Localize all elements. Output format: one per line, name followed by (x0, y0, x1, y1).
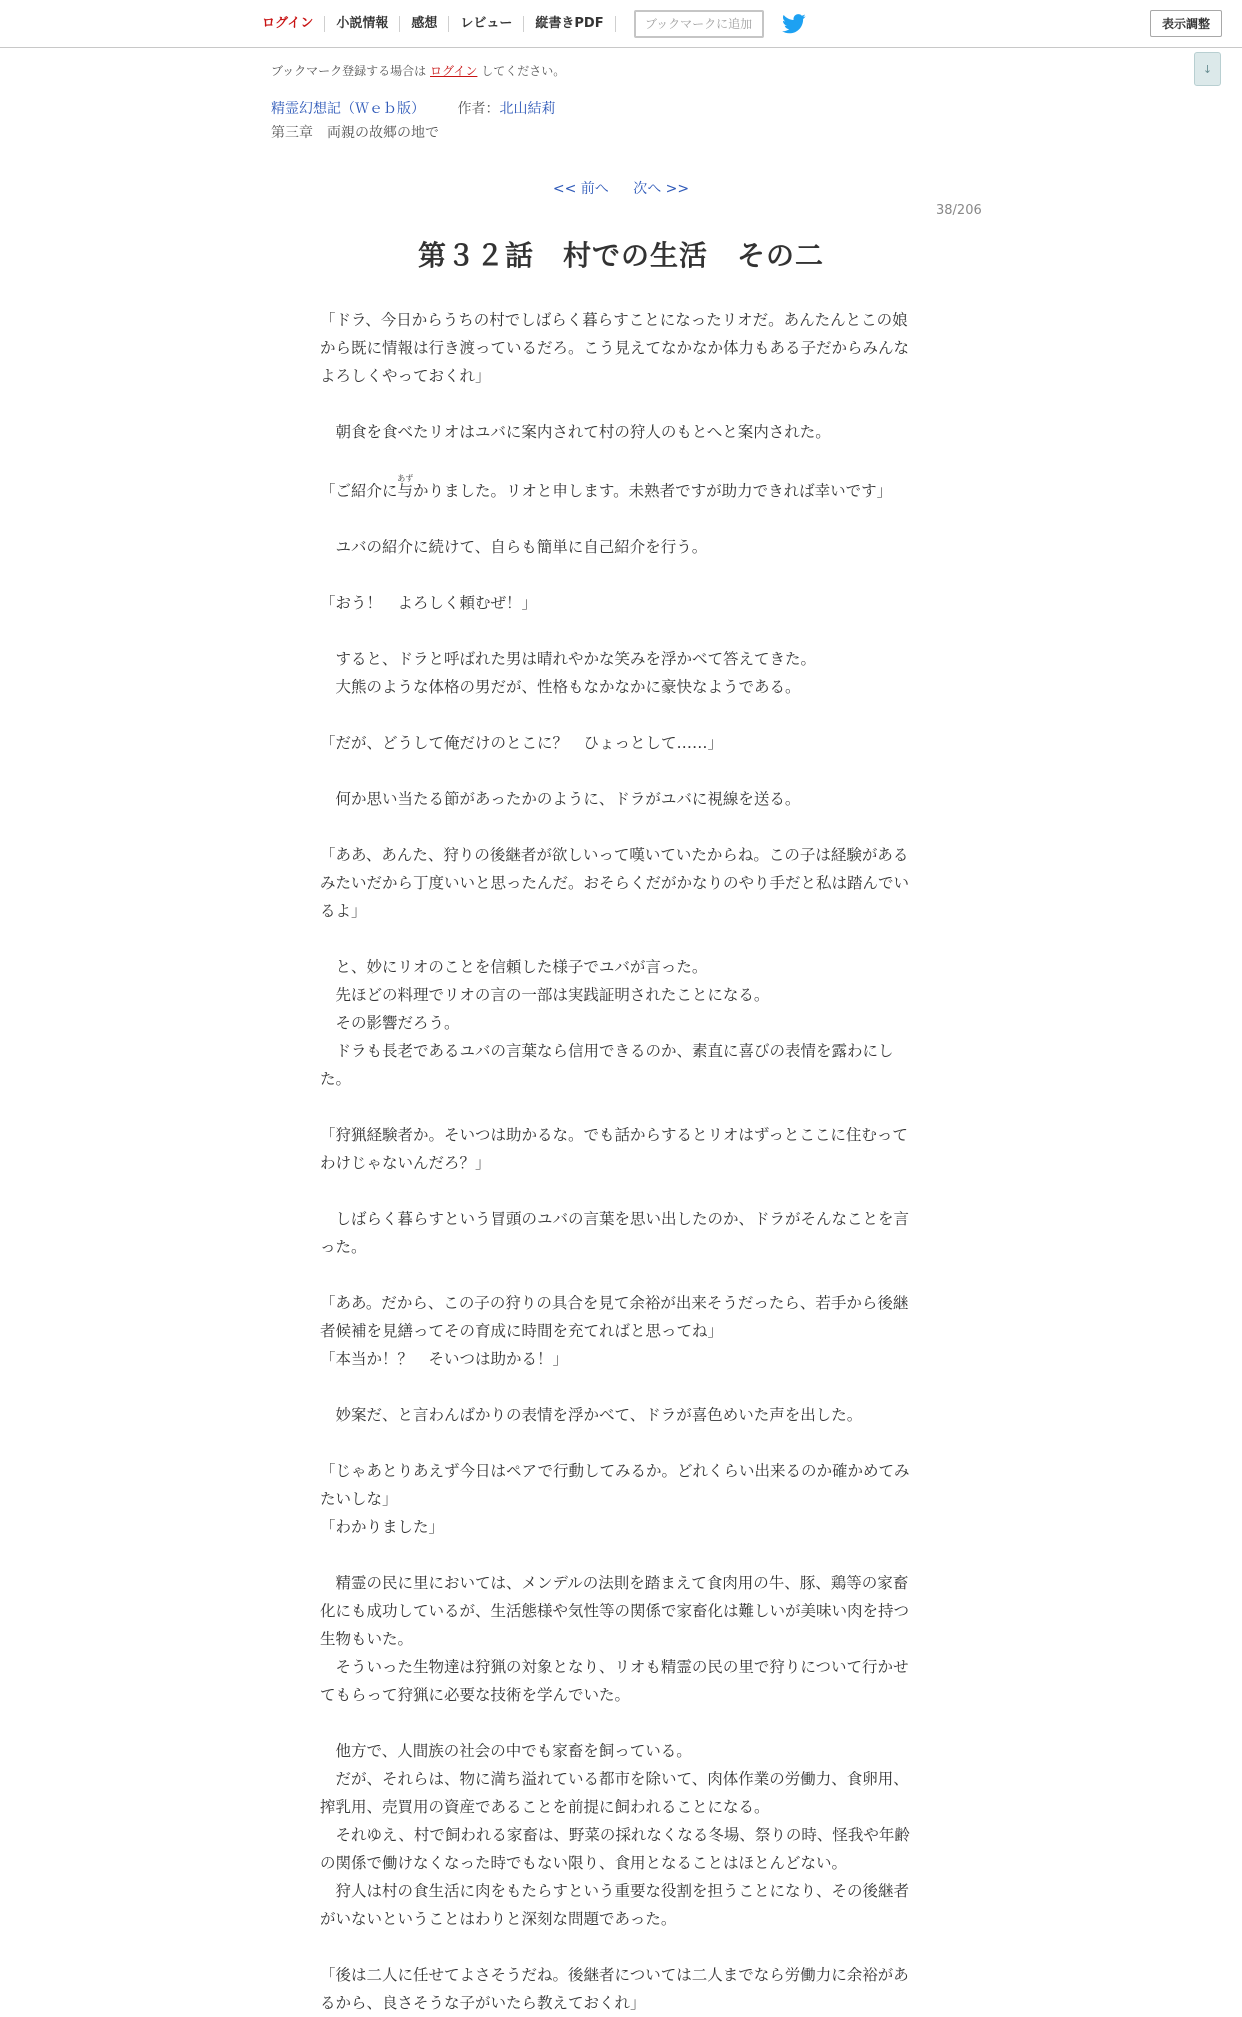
body-paragraph: 妙案だ、と言わんばかりの表情を浮かべて、ドラが喜色めいた声を出した。 (320, 1406, 863, 1424)
body-paragraph: 「じゃあとりあえず今日はペアで行動してみるか。どれくらい出来るのか確かめてみたいしな」 (320, 1462, 910, 1508)
twitter-icon[interactable] (782, 13, 808, 35)
blank-line (320, 617, 920, 645)
body-paragraph: 「本当か！？ そいつは助かる！」 (320, 1350, 569, 1368)
bookmark-note (271, 62, 565, 79)
scroll-down-button[interactable]: ↓ (1194, 52, 1221, 86)
series-info (271, 98, 555, 118)
body-paragraph: 「狩猟経験者か。そいつは助かるな。でも話からするとリオはずっとここに住むってわけじゃないんだろ？」 (320, 1126, 908, 1172)
blank-line (320, 1709, 920, 1737)
next-link[interactable]: 次へ >> (633, 181, 690, 197)
body-paragraph: 「だが、どうして俺だけのとこに？ ひょっとして……」 (320, 734, 724, 752)
body-paragraph: 先ほどの料理でリオの言の一部は実践証明されたことになる。 (320, 986, 770, 1004)
body-paragraph: 「後は二人に任せてよさそうだね。後継者については二人までなら労働力に余裕があるから、良さそうな子がいたら教えておくれ」 (320, 1966, 909, 2012)
chapter-title: 第三章 両親の故郷の地で (271, 125, 439, 141)
body-paragraph: 「ああ、あんた、狩りの後継者が欲しいって嘆いていたからね。この子は経験があるみたいだから丁度いいと思ったんだ。おそらくだがかなりのやり手だと私は踏んでいるよ」 (320, 846, 910, 920)
body-paragraph: 大熊のような体格の男だが、性格もなかなかに豪快なようである。 (320, 678, 801, 696)
blank-line (320, 925, 920, 953)
pager (0, 178, 1242, 198)
body-paragraph: 朝食を食べたリオはユバに案内されて村の狩人のもとへと案内された。 (320, 423, 831, 441)
blank-line (320, 561, 920, 589)
display-settings-button[interactable]: 表示調整 (1150, 10, 1222, 37)
blank-line (320, 446, 920, 474)
body-paragraph: 何か思い当たる節があったかのように、ドラがユバに視線を送る。 (320, 790, 801, 808)
vertical-pdf-link[interactable]: 縦書きPDF (524, 16, 615, 32)
body-paragraph: 精霊の民に里においては、メンデルの法則を踏まえて食肉用の牛、豚、鶏等の家畜化にも成功しているが、生活態様や気性等の関係で家畜化は難しいが美味い肉を持つ生物もいた。 (320, 1574, 910, 1648)
episode-title: 第３２話 村での生活 その二 (417, 239, 824, 272)
body-paragraph: ユバの紹介に続けて、自らも簡単に自己紹介を行う。 (320, 538, 708, 556)
body-paragraph: と、妙にリオのことを信頼した様子でユバが言った。 (320, 958, 708, 976)
ruby-annotation: 与あず (397, 474, 414, 500)
body-paragraph: 他方で、人間族の社会の中でも家畜を飼っている。 (320, 1742, 692, 1760)
body-paragraph: 狩人は村の食生活に肉をもたらすという重要な役割を担うことになり、その後継者がいないということはわりと深刻な問題であった。 (320, 1882, 910, 1928)
body-paragraph: だが、それらは、物に満ち溢れている都市を除いて、肉体作業の労働力、食卵用、搾乳用、売買用の資産であることを前提に飼われることになる。 (320, 1770, 909, 1816)
body-paragraph: そういった生物達は狩猟の対象となり、リオも精霊の民の里で狩りについて行かせてもらって狩猟に必要な技術を学んでいた。 (320, 1658, 909, 1704)
top-bar (0, 0, 1242, 48)
blank-line (320, 813, 920, 841)
bookmark-note-suffix: してください。 (481, 64, 566, 78)
episode-counter: 38/206 (936, 203, 982, 218)
blank-line (320, 1373, 920, 1401)
blank-line (320, 1177, 920, 1205)
body-paragraph: すると、ドラと呼ばれた男は晴れやかな笑みを浮かべて答えてきた。 (320, 650, 817, 668)
blank-line (320, 1429, 920, 1457)
body-paragraph: 「わかりました」 (320, 1518, 445, 1536)
bookmark-login-link[interactable]: ログイン (430, 64, 478, 78)
body-paragraph: 「おう！ よろしく頼むぜ！」 (320, 594, 538, 612)
blank-line (320, 390, 920, 418)
series-title-link[interactable]: 精霊幻想記（Ｗｅｂ版） (271, 101, 425, 117)
novel-info-link[interactable]: 小説情報 (325, 16, 400, 32)
body-paragraph: その影響だろう。 (320, 1014, 460, 1032)
body-paragraph: しばらく暮らすという冒頭のユバの言葉を思い出したのか、ドラがそんなことを言った。 (320, 1210, 910, 1256)
ruby-line-before: 「ご紹介に (320, 482, 398, 500)
author-label: 作者： (457, 101, 500, 117)
main-nav (252, 0, 808, 47)
blank-line (320, 1541, 920, 1569)
add-bookmark-button[interactable]: ブックマークに追加 (634, 10, 764, 38)
review-link[interactable]: レビュー (449, 16, 524, 32)
body-paragraph: ドラも長老であるユバの言葉なら信用できるのか、素直に喜びの表情を露わにした。 (320, 1042, 894, 1088)
bookmark-note-prefix: ブックマーク登録する場合は (271, 64, 427, 78)
blank-line (320, 757, 920, 785)
blank-line (320, 1261, 920, 1289)
blank-line (320, 1093, 920, 1121)
blank-line (320, 505, 920, 533)
author-link[interactable]: 北山結莉 (499, 101, 556, 117)
body-paragraph: 「ああ。だから、この子の狩りの具合を見て余裕が出来そうだったら、若手から後継者候補を見繕ってその育成に時間を充てればと思ってね」 (320, 1294, 909, 1340)
login-link[interactable]: ログイン (252, 16, 325, 32)
blank-line (320, 701, 920, 729)
body-paragraph: それゆえ、村で飼われる家畜は、野菜の採れなくなる冬場、祭りの時、怪我や年齢の関係で働けなくなった時でもない限り、食用となることはほとんどない。 (320, 1826, 910, 1872)
impressions-link[interactable]: 感想 (400, 16, 449, 32)
body-paragraph: 「ドラ、今日からうちの村でしばらく暮らすことになったリオだ。あんたんとこの娘から既に情報は行き渡っているだろ。こう見えてなかなか体力もある子だからみんなよろしくやっておくれ」 (320, 311, 910, 385)
ruby-line-after: かりました。リオと申します。未熟者ですが助力できれば幸いです」 (413, 482, 893, 500)
blank-line (320, 1933, 920, 1961)
prev-link[interactable]: << 前へ (552, 181, 609, 197)
body-paragraph (320, 474, 920, 505)
novel-body (320, 306, 920, 2017)
